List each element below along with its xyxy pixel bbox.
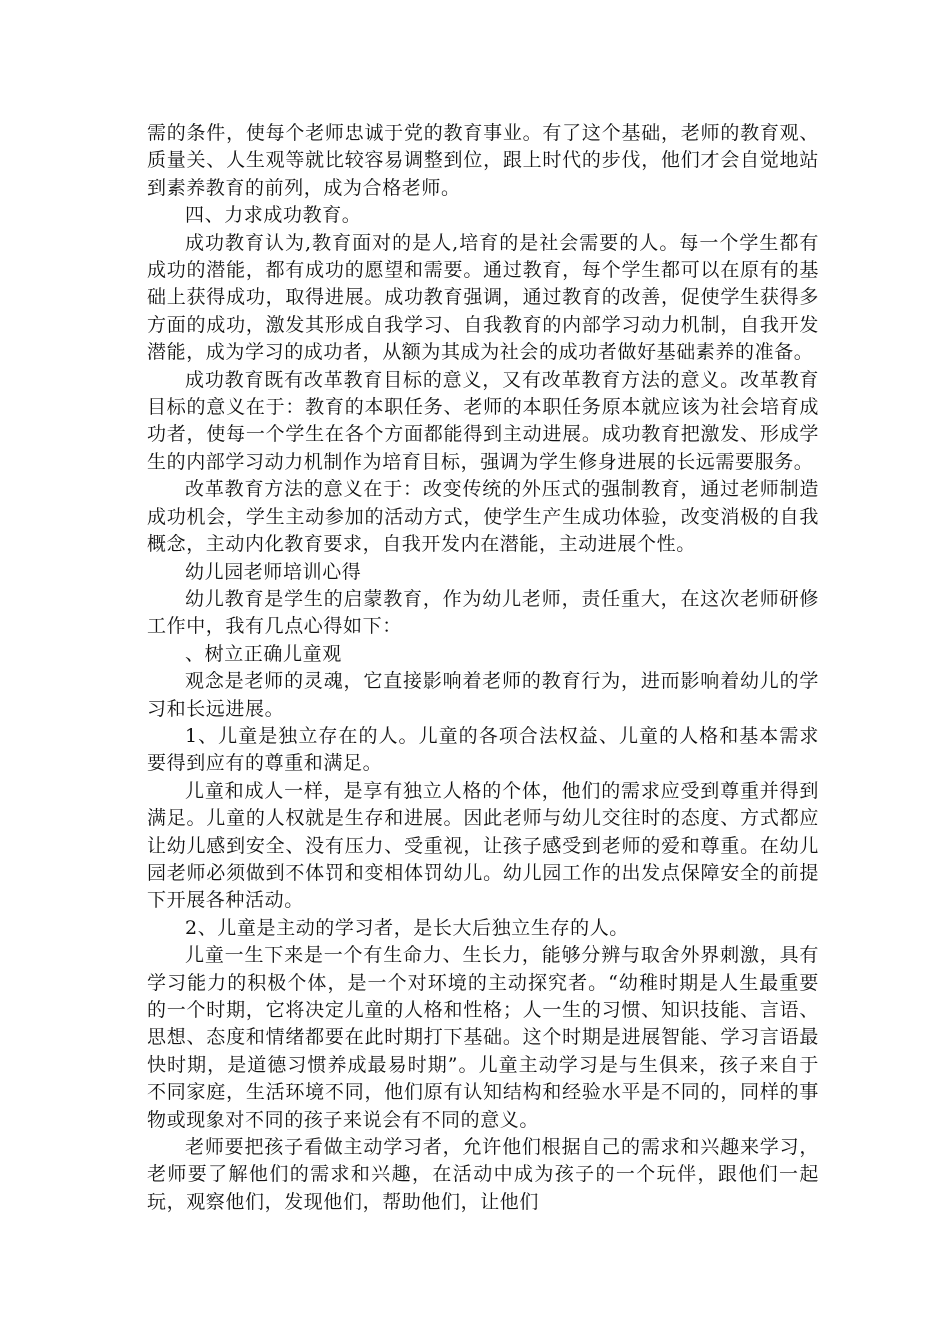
paragraph: 成功教育认为,教育面对的是人,培育的是社会需要的人。每一个学生都有成功的潜能，都有成功的愿望和需要。通过教育，每个学生都可以在原有的基础上获得成功，取得进展。成功教育强调，通过教育的改善，促使学生获得多方面的成功，激发其形成自我学习、自我教育的内部学习动力机制，自我开发潜能，成为学习的成功者，从额为其成为社会的成功者做好基础素养的准备。 <box>147 231 819 364</box>
paragraph: 儿童和成人一样，是享有独立人格的个体，他们的需求应受到尊重并得到满足。儿童的人权就是生存和进展。因此老师与幼儿交往时的态度、方式都应让幼儿感到安全、没有压力、受重视，让孩子感受到老师的爱和尊重。在幼儿园老师必须做到不体罚和变相体罚幼儿。幼儿园工作的出发点保障安全的前提下开展各种活动。 <box>147 779 819 912</box>
paragraph: 儿童一生下来是一个有生命力、生长力，能够分辨与取舍外界刺激，具有学习能力的积极个体，是一个对环境的主动探究者。“幼稚时期是人生最重要的一个时期，它将决定儿童的人格和性格；人一生的习惯、知识技能、言语、思想、态度和情绪都要在此时期打下基础。这个时期是进展智能、学习言语最快时期，是道德习惯养成最易时期”。儿童主动学习是与生俱来，孩子来自于不同家庭，生活环境不同，他们原有认知结构和经验水平是不同的，同样的事物或现象对不同的孩子来说会有不同的意义。 <box>147 944 819 1131</box>
paragraph: 老师要把孩子看做主动学习者，允许他们根据自己的需求和兴趣来学习，老师要了解他们的需求和兴趣，在活动中成为孩子的一个玩伴，跟他们一起玩，观察他们，发现他们，帮助他们，让他们 <box>147 1136 819 1213</box>
paragraph: 观念是老师的灵魂，它直接影响着老师的教育行为，进而影响着幼儿的学习和长远进展。 <box>147 670 819 720</box>
numbered-point-2: 2、儿童是主动的学习者，是长大后独立生存的人。 <box>185 916 629 939</box>
paragraph-continuation: 需的条件，使每个老师忠诚于党的教育事业。有了这个基础，老师的教育观、质量关、人生观等就比较容易调整到位，跟上时代的步伐，他们才会自觉地站到素养教育的前列，成为合格老师。 <box>147 122 819 199</box>
article-title: 幼儿园老师培训心得 <box>185 560 362 583</box>
paragraph: 改革教育方法的意义在于：改变传统的外压式的强制教育，通过老师制造成功机会，学生主动参加的活动方式，使学生产生成功体验，改变消极的自我概念，主动内化教育要求，自我开发内在潜能，主动进展个性。 <box>147 478 819 556</box>
paragraph: 成功教育既有改革教育目标的意义，又有改革教育方法的意义。改革教育目标的意义在于：教育的本职任务、老师的本职任务原本就应该为社会培育成功者，使每一个学生在各个方面都能得到主动进展。成功教育把激发、形成学生的内部学习动力机制作为培育目标，强调为学生修身进展的长远需要服务。 <box>147 368 819 473</box>
numbered-point-1: 1、儿童是独立存在的人。儿童的各项合法权益、儿童的人格和基本需求要得到应有的尊重和满足。 <box>147 724 819 775</box>
section-heading-success-education: 四、力求成功教育。 <box>185 204 362 227</box>
paragraph: 幼儿教育是学生的启蒙教育，作为幼儿老师，责任重大，在这次老师研修工作中，我有几点心得如下： <box>147 587 819 638</box>
document-body <box>147 120 819 1216</box>
section-heading-child-view: 、树立正确儿童观 <box>185 642 342 665</box>
